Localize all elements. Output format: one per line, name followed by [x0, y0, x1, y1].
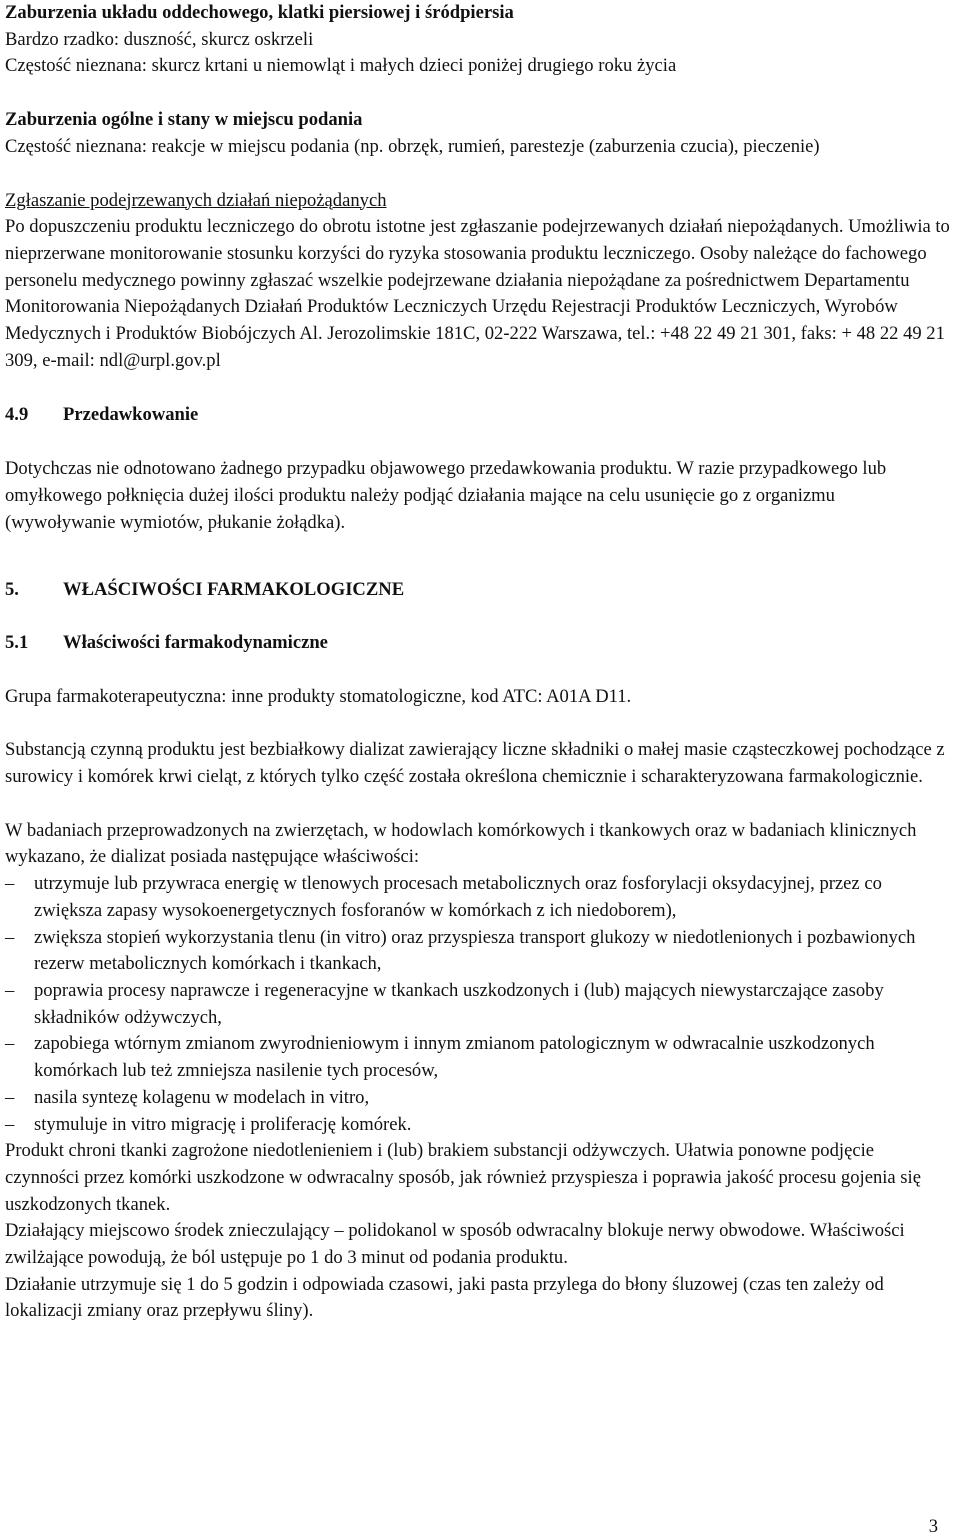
- pharmacotherapeutic-group: Grupa farmakoterapeutyczna: inne produkty stomatologiczne, kod ATC: A01A D11.: [5, 685, 632, 707]
- section-title: WŁAŚCIWOŚCI FARMAKOLOGICZNE: [63, 579, 405, 601]
- active-substance-paragraph: Substancją czynną produktu jest bezbiałkowy dializat zawierający liczne składniki o małej masie cząsteczkowej pochodzące z surowicy i komórek krwi cieląt, z których tylko część została określona chemicznie i scharakteryzowana farmakologicznie.: [5, 739, 945, 788]
- list-item: – utrzymuje lub przywraca energię w tlenowych procesach metabolicznych oraz fosforylacji oksydacyjnej, przez co zwiększa zapasy wysokoenergetycznych fosforanów w komórkach z ich niedoborem),: [5, 871, 950, 924]
- general-heading: Zaburzenia ogólne i stany w miejscu podania: [5, 109, 363, 131]
- section-title: Właściwości farmakodynamiczne: [63, 631, 328, 653]
- section-number: 4.9: [5, 404, 29, 426]
- list-item: – nasila syntezę kolagenu w modelach in vitro,: [5, 1085, 950, 1112]
- general-line: Częstość nieznana: reakcje w miejscu podania (np. obrzęk, rumień, parestezje (zaburzenia czucia), pieczenie): [5, 135, 820, 157]
- list-item: – zapobiega wtórnym zmianom zwyrodnieniowym i innym zmianom patologicznym w odwracalnie uszkodzonych komórkach lub też zmniejsza nasilenie tych procesów,: [5, 1031, 950, 1084]
- reporting-body: Po dopuszczeniu produktu leczniczego do obrotu istotne jest zgłaszanie podejrzewanych działań niepożądanych. Umożliwia to nieprzerwane monitorowanie stosunku korzyści do ryzyka stosowania produktu leczniczego. Osoby należące do fachowego personelu medycznego powinny zgłaszać wszelkie podejrzewane działania niepożądane za pośrednictwem Departamentu Monitorowania Niepożądanych Działań Produktów Leczniczych Urzędu Rejestracji Produktów Leczniczych, Wyrobów Medycznych i Produktów Biobójczych Al. Jerozolimskie 181C, 02-222 Warszawa, tel.: +48 22 49 21 301, faks: + 48 22 49 21 309, e-mail: ndl@urpl.gov.pl: [5, 216, 950, 371]
- document-page: [5, 0, 950, 1325]
- list-item: – zwiększa stopień wykorzystania tlenu (in vitro) oraz przyspiesza transport glukozy w niedotlenionych i pozbawionych rezerw metabolicznych komórkach i tkankach,: [5, 925, 950, 978]
- resp-line-unknown: Częstość nieznana: skurcz krtani u niemowląt i małych dzieci poniżej drugiego roku życia: [5, 55, 677, 77]
- overdose-body: Dotychczas nie odnotowano żadnego przypadku objawowego przedawkowania produktu. W razie przypadkowego lub omyłkowego połknięcia dużej ilości produktu należy podjąć działania mające na celu usunięcie go z organizmu (wywoływanie wymiotów, płukanie żołądka).: [5, 458, 887, 533]
- section-5-1-heading: [5, 630, 950, 657]
- section-number: 5.: [5, 579, 19, 601]
- section-5-heading: [5, 577, 950, 604]
- duration-paragraph: Działanie utrzymuje się 1 do 5 godzin i odpowiada czasowi, jaki pasta przylega do błony śluzowej (czas ten zależy od lokalizacji zmiany oraz przepływu śliny).: [5, 1273, 884, 1322]
- section-title: Przedawkowanie: [63, 404, 199, 426]
- protection-paragraph: Produkt chroni tkanki zagrożone niedotlenieniem i (lub) brakiem substancji odżywczych. Ułatwia ponowne podjęcie czynności przez komórki uszkodzone w odwracalny sposób, jak również przyspiesza i poprawia jakość procesu gojenia się uszkodzonych tkanek.: [5, 1140, 921, 1215]
- section-number: 5.1: [5, 631, 29, 653]
- reporting-heading: Zgłaszanie podejrzewanych działań niepożądanych: [5, 189, 387, 211]
- anesthetic-paragraph: Działający miejscowo środek znieczulający – polidokanol w sposób odwracalny blokuje nerwy obwodowe. Właściwości zwilżające powodują, że ból ustępuje po 1 do 3 minut od podania produktu.: [5, 1220, 905, 1269]
- list-item: – poprawia procesy naprawcze i regeneracyjne w tkankach uszkodzonych i (lub) mających niewystarczające zasoby składników odżywczych,: [5, 978, 950, 1031]
- section-4-9-heading: [5, 402, 950, 429]
- properties-list: [5, 871, 950, 1138]
- page-number: 3: [928, 1516, 938, 1537]
- properties-intro: W badaniach przeprowadzonych na zwierzętach, w hodowlach komórkowych i tkankowych oraz w badaniach klinicznych wykazano, że dializat posiada następujące właściwości:: [5, 819, 917, 868]
- resp-heading: Zaburzenia układu oddechowego, klatki piersiowej i śródpiersia: [5, 2, 514, 23]
- resp-line-very-rare: Bardzo rzadko: duszność, skurcz oskrzeli: [5, 28, 314, 50]
- list-item: – stymuluje in vitro migrację i proliferację komórek.: [5, 1112, 950, 1139]
